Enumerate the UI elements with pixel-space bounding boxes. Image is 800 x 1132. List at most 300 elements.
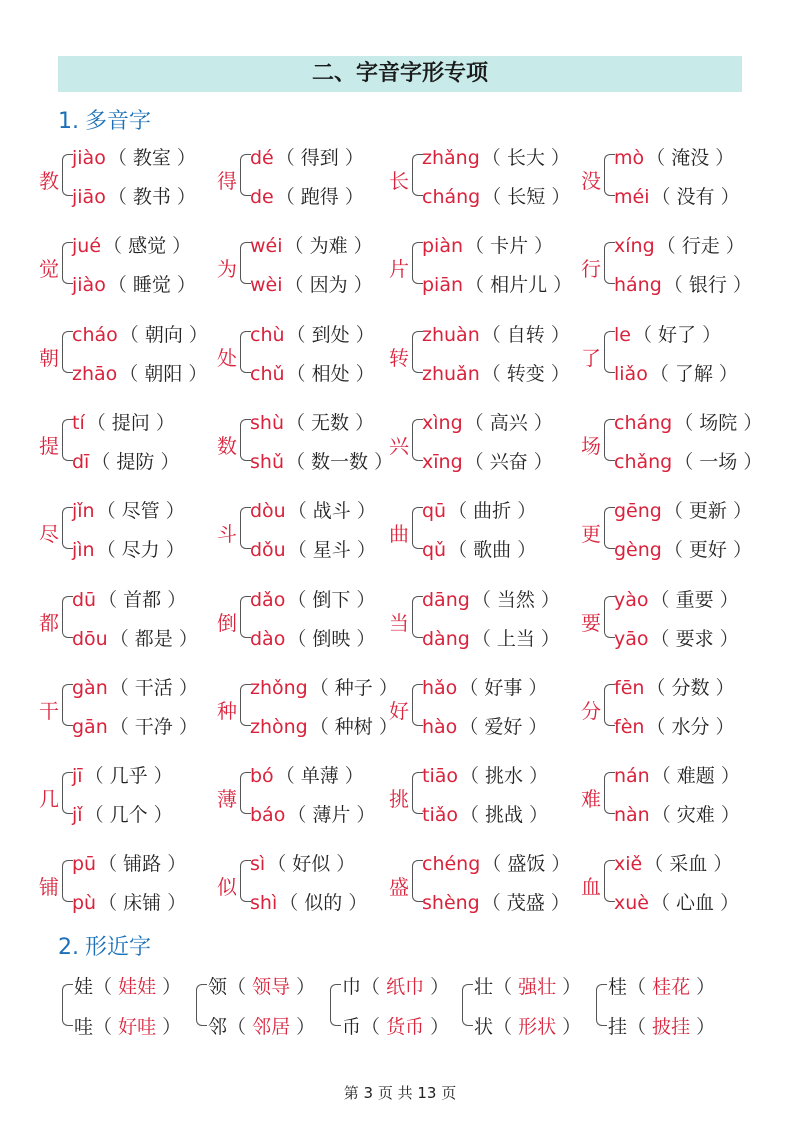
reading-line: xiě （ 采血 ） <box>614 853 733 876</box>
reading-line: zhòng （ 种树 ） <box>250 715 398 738</box>
example-word: 一场 <box>699 450 738 473</box>
example-word: 尽力 <box>121 539 160 562</box>
polyphone-entry <box>389 408 592 496</box>
example-word: 淹没 <box>671 147 710 169</box>
polyphone-char: 行 <box>581 257 601 282</box>
pinyin: qū <box>422 500 447 523</box>
reading-line: jiāo （ 教书 ） <box>72 186 196 208</box>
similar-char-pair <box>196 972 326 1052</box>
polyphone-entry <box>39 496 242 584</box>
example-word: 感觉 <box>128 235 167 258</box>
pinyin: wéi <box>250 235 283 258</box>
example-word: 干活 <box>134 676 173 699</box>
pinyin: chéng <box>422 853 481 876</box>
example-word: 场院 <box>699 411 738 434</box>
pinyin: shù <box>250 411 284 434</box>
example-word: 干净 <box>134 715 173 738</box>
example-word: 领导 <box>252 976 291 998</box>
example-word: 首都 <box>123 588 162 611</box>
example-word: 为难 <box>309 235 348 258</box>
brace <box>596 984 607 1026</box>
polyphone-entry <box>581 320 784 408</box>
section-number: 2. <box>58 935 79 960</box>
reading-line: zhǎng （ 长大 ） <box>422 147 570 169</box>
pinyin: tí <box>72 411 85 434</box>
polyphone-char: 倒 <box>217 610 237 635</box>
pinyin: yào <box>614 588 649 611</box>
reading-line: dàng （ 上当 ） <box>422 627 560 650</box>
pinyin: xìng <box>422 411 463 434</box>
pinyin: fēn <box>614 676 645 699</box>
polyphone-char: 教 <box>39 169 59 193</box>
reading-line: qū （ 曲折 ） <box>422 500 537 523</box>
pinyin: zhuàn <box>422 323 480 346</box>
similar-char-pair <box>330 972 460 1052</box>
pinyin: hào <box>422 715 458 738</box>
polyphone-char: 场 <box>581 433 601 458</box>
example-word: 强壮 <box>518 976 557 998</box>
reading-line: tiǎo （ 挑战 ） <box>422 804 549 827</box>
polyphone-char: 干 <box>39 698 59 723</box>
example-word: 长大 <box>506 147 545 169</box>
example-word: 高兴 <box>489 411 528 434</box>
example-word: 更好 <box>688 539 727 562</box>
polyphone-entry <box>581 231 784 319</box>
pair-line: 娃（ 娃娃 ） <box>74 976 182 998</box>
reading-line: báo （ 薄片 ） <box>250 804 376 827</box>
polyphone-entry <box>389 761 592 849</box>
polyphone-entry <box>389 143 592 231</box>
example-word: 形状 <box>518 1016 557 1038</box>
pinyin: de <box>250 186 274 208</box>
example-word: 桂花 <box>652 976 691 998</box>
pair-line: 哇（ 好哇 ） <box>74 1016 182 1038</box>
example-word: 睡觉 <box>132 274 171 297</box>
pinyin: hǎo <box>422 676 458 699</box>
example-word: 重要 <box>675 588 714 611</box>
example-word: 自转 <box>506 323 545 346</box>
reading-line: tiāo （ 挑水 ） <box>422 765 549 788</box>
polyphone-entry <box>581 673 784 761</box>
polyphone-entry <box>39 231 242 319</box>
pinyin: jìn <box>72 539 95 562</box>
reading-line: qǔ （ 歌曲 ） <box>422 539 537 562</box>
pinyin: dǎo <box>250 588 286 611</box>
pinyin: zhāo <box>72 362 118 385</box>
example-word: 跑得 <box>300 186 339 208</box>
pinyin: chǎng <box>614 450 673 473</box>
reading-line: cháng （ 长短 ） <box>422 186 571 208</box>
example-word: 邻居 <box>252 1016 291 1038</box>
example-word: 货币 <box>386 1016 425 1038</box>
reading-line: hào （ 爱好 ） <box>422 715 548 738</box>
polyphone-char: 了 <box>581 345 601 370</box>
example-word: 因为 <box>309 274 348 297</box>
reading-line: sì （ 好似 ） <box>250 853 356 876</box>
reading-line: dé （ 得到 ） <box>250 147 364 169</box>
polyphone-char: 都 <box>39 610 59 635</box>
polyphone-char: 长 <box>389 169 409 193</box>
example-word: 曲折 <box>473 500 512 523</box>
example-word: 水分 <box>671 715 710 738</box>
polyphone-char: 片 <box>389 257 409 282</box>
example-word: 银行 <box>688 274 727 297</box>
example-word: 要求 <box>675 627 714 650</box>
pinyin: háng <box>614 274 662 297</box>
example-word: 难题 <box>676 765 715 788</box>
example-word: 几乎 <box>109 765 148 788</box>
reading-line: méi （ 没有 ） <box>614 186 740 208</box>
reading-line: dū （ 首都 ） <box>72 588 187 611</box>
example-word: 转变 <box>506 362 545 385</box>
reading-line: de （ 跑得 ） <box>250 186 364 208</box>
pinyin: chǔ <box>250 362 285 385</box>
pair-line: 状（ 形状 ） <box>474 1016 582 1038</box>
brace <box>196 984 207 1026</box>
pinyin: pù <box>72 892 97 915</box>
base-char: 邻 <box>208 1016 228 1038</box>
example-word: 兴奋 <box>489 450 528 473</box>
polyphone-entry <box>581 585 784 673</box>
example-word: 提问 <box>111 411 150 434</box>
polyphone-entry <box>39 585 242 673</box>
similar-char-pair <box>62 972 192 1052</box>
reading-line: háng （ 银行 ） <box>614 274 752 297</box>
example-word: 倒下 <box>312 588 351 611</box>
example-word: 灾难 <box>676 804 715 827</box>
example-word: 纸巾 <box>386 976 425 998</box>
pinyin: nán <box>614 765 650 788</box>
reading-line: dōu （ 都是 ） <box>72 627 198 650</box>
example-word: 好事 <box>484 676 523 699</box>
pinyin: gàn <box>72 676 108 699</box>
example-word: 几个 <box>109 804 148 827</box>
example-word: 得到 <box>300 147 339 169</box>
example-word: 似的 <box>304 892 343 915</box>
reading-line: zhuàn （ 自转 ） <box>422 323 570 346</box>
pinyin: chù <box>250 323 285 346</box>
polyphone-entry <box>389 496 592 584</box>
base-char: 巾 <box>342 976 362 998</box>
reading-line: zhuǎn （ 转变 ） <box>422 362 570 385</box>
reading-line: yào （ 重要 ） <box>614 588 739 611</box>
example-word: 了解 <box>674 362 713 385</box>
example-word: 到处 <box>311 323 350 346</box>
reading-line: zhāo （ 朝阳 ） <box>72 362 208 385</box>
pinyin: jǐn <box>72 500 95 523</box>
pinyin: tiāo <box>422 765 458 788</box>
example-word: 都是 <box>134 627 173 650</box>
example-word: 好了 <box>658 323 697 346</box>
polyphone-entry <box>39 673 242 761</box>
example-word: 心血 <box>676 892 715 915</box>
reading-line: bó （ 单薄 ） <box>250 765 364 788</box>
example-word: 采血 <box>669 853 708 876</box>
pinyin: nàn <box>614 804 650 827</box>
pinyin: sì <box>250 853 266 876</box>
reading-line: dǎo （ 倒下 ） <box>250 588 376 611</box>
example-word: 朝阳 <box>144 362 183 385</box>
pinyin: qǔ <box>422 539 447 562</box>
base-char: 币 <box>342 1016 362 1038</box>
section-heading-similar <box>58 930 151 961</box>
polyphone-entry <box>389 849 592 937</box>
polyphone-char: 当 <box>389 610 409 635</box>
pinyin: yāo <box>614 627 649 650</box>
polyphone-entry <box>39 761 242 849</box>
example-word: 尽管 <box>121 500 160 523</box>
reading-line: shì （ 似的 ） <box>250 892 368 915</box>
polyphone-char: 盛 <box>389 875 409 900</box>
reading-line: le （ 好了 ） <box>614 323 722 346</box>
polyphone-char: 似 <box>217 875 237 900</box>
polyphone-char: 兴 <box>389 433 409 458</box>
pinyin: xīng <box>422 450 463 473</box>
example-word: 单薄 <box>300 765 339 788</box>
polyphone-char: 要 <box>581 610 601 635</box>
example-word: 朝向 <box>144 323 183 346</box>
example-word: 好哇 <box>118 1016 157 1038</box>
example-word: 教书 <box>132 186 171 208</box>
pinyin: gēng <box>614 500 662 523</box>
pinyin: shèng <box>422 892 480 915</box>
brace <box>330 984 341 1026</box>
reading-line: nàn （ 灾难 ） <box>614 804 740 827</box>
pinyin: piān <box>422 274 464 297</box>
reading-line: jué （ 感觉 ） <box>72 235 192 258</box>
reading-line: gèng （ 更好 ） <box>614 539 752 562</box>
polyphone-entry <box>581 849 784 937</box>
example-word: 更新 <box>688 500 727 523</box>
reading-line: gēng （ 更新 ） <box>614 500 752 523</box>
example-word: 娃娃 <box>118 976 157 998</box>
reading-line: fèn （ 水分 ） <box>614 715 735 738</box>
reading-line: dǒu （ 星斗 ） <box>250 539 376 562</box>
reading-line: dāng （ 当然 ） <box>422 588 560 611</box>
reading-line: shèng （ 茂盛 ） <box>422 892 570 915</box>
example-word: 战斗 <box>312 500 351 523</box>
pinyin: dào <box>250 627 286 650</box>
pinyin: jǐ <box>72 804 83 827</box>
polyphone-entry <box>389 231 592 319</box>
section-label: 多音字 <box>85 109 152 134</box>
reading-line: jī （ 几乎 ） <box>72 765 173 788</box>
example-word: 薄片 <box>312 804 351 827</box>
polyphone-char: 提 <box>39 433 59 458</box>
reading-line: shù （ 无数 ） <box>250 411 375 434</box>
pinyin: mò <box>614 147 645 169</box>
pair-line: 领（ 领导 ） <box>208 976 316 998</box>
pinyin: jiào <box>72 147 106 169</box>
reading-line: yāo （ 要求 ） <box>614 627 739 650</box>
pinyin: liǎo <box>614 362 648 385</box>
polyphone-char: 斗 <box>217 522 237 547</box>
pinyin: xíng <box>614 235 655 258</box>
polyphone-entry <box>581 761 784 849</box>
pinyin: shì <box>250 892 278 915</box>
polyphone-entry <box>581 408 784 496</box>
pinyin: jiāo <box>72 186 106 208</box>
polyphone-char: 数 <box>217 433 237 458</box>
example-word: 相处 <box>311 362 350 385</box>
polyphone-entry <box>39 320 242 408</box>
example-word: 卡片 <box>490 235 529 258</box>
reading-line: tí （ 提问 ） <box>72 411 175 434</box>
pinyin: fèn <box>614 715 645 738</box>
pair-line: 邻（ 邻居 ） <box>208 1016 316 1038</box>
reading-line: xuè （ 心血 ） <box>614 892 740 915</box>
section-number: 1. <box>58 109 79 134</box>
reading-line: xīng （ 兴奋 ） <box>422 450 553 473</box>
pinyin: pū <box>72 853 97 876</box>
polyphone-char: 更 <box>581 522 601 547</box>
base-char: 娃 <box>74 976 94 998</box>
page-title: 二、字音字形专项 <box>58 56 742 92</box>
polyphone-char: 挑 <box>389 787 409 812</box>
pinyin: jī <box>72 765 83 788</box>
polyphone-entry <box>581 143 784 231</box>
pair-line: 桂（ 桂花 ） <box>608 976 716 998</box>
reading-line: xíng （ 行走 ） <box>614 235 745 258</box>
pinyin: zhǎng <box>422 147 480 169</box>
reading-line: jìn （ 尽力 ） <box>72 539 185 562</box>
reading-line: gān （ 干净 ） <box>72 715 198 738</box>
reading-line: dī （ 提防 ） <box>72 450 180 473</box>
polyphone-char: 得 <box>217 169 237 193</box>
pinyin: cháo <box>72 323 118 346</box>
pinyin: jiào <box>72 274 106 297</box>
base-char: 状 <box>474 1016 494 1038</box>
example-word: 数一数 <box>311 450 369 473</box>
reading-line: jǐ （ 几个 ） <box>72 804 173 827</box>
brace <box>462 984 473 1026</box>
polyphone-char: 转 <box>389 345 409 370</box>
pinyin: méi <box>614 186 650 208</box>
pinyin: cháng <box>614 411 673 434</box>
polyphone-entry <box>39 408 242 496</box>
section-heading-polyphones <box>58 104 151 135</box>
pinyin: dòu <box>250 500 286 523</box>
polyphone-char: 曲 <box>389 522 409 547</box>
example-word: 歌曲 <box>473 539 512 562</box>
similar-char-pair <box>462 972 592 1052</box>
base-char: 桂 <box>608 976 628 998</box>
reading-line: liǎo （ 了解 ） <box>614 362 738 385</box>
reading-line: pū （ 铺路 ） <box>72 853 187 876</box>
pinyin: dǒu <box>250 539 286 562</box>
pinyin: báo <box>250 804 286 827</box>
polyphone-char: 铺 <box>39 875 59 900</box>
pinyin: cháng <box>422 186 481 208</box>
polyphone-char: 分 <box>581 698 601 723</box>
polyphone-char: 为 <box>217 257 237 282</box>
reading-line: piàn （ 卡片 ） <box>422 235 554 258</box>
example-word: 种子 <box>334 676 373 699</box>
example-word: 当然 <box>496 588 535 611</box>
example-word: 床铺 <box>123 892 162 915</box>
pinyin: bó <box>250 765 274 788</box>
base-char: 哇 <box>74 1016 94 1038</box>
example-word: 分数 <box>671 676 710 699</box>
reading-line: wèi （ 因为 ） <box>250 274 373 297</box>
polyphone-char: 尽 <box>39 522 59 547</box>
reading-line: jiào （ 教室 ） <box>72 147 196 169</box>
reading-line: zhǒng （ 种子 ） <box>250 676 398 699</box>
reading-line: wéi （ 为难 ） <box>250 235 373 258</box>
example-word: 教室 <box>132 147 171 169</box>
polyphone-char: 朝 <box>39 345 59 370</box>
reading-line: piān （ 相片儿 ） <box>422 274 573 297</box>
example-word: 提防 <box>116 450 155 473</box>
pinyin: tiǎo <box>422 804 458 827</box>
brace <box>62 984 73 1026</box>
reading-line: nán （ 难题 ） <box>614 765 740 788</box>
example-word: 好似 <box>292 853 331 876</box>
pinyin: wèi <box>250 274 283 297</box>
polyphone-char: 处 <box>217 345 237 370</box>
reading-line: fēn （ 分数 ） <box>614 676 735 699</box>
example-word: 没有 <box>676 186 715 208</box>
pinyin: xuè <box>614 892 649 915</box>
reading-line: shǔ （ 数一数 ） <box>250 450 394 473</box>
reading-line: hǎo （ 好事 ） <box>422 676 548 699</box>
reading-line: cháng （ 场院 ） <box>614 411 763 434</box>
polyphone-entry <box>39 143 242 231</box>
example-word: 倒映 <box>312 627 351 650</box>
pinyin: zhǒng <box>250 676 308 699</box>
example-word: 长短 <box>507 186 546 208</box>
polyphone-char: 觉 <box>39 257 59 282</box>
example-word: 茂盛 <box>506 892 545 915</box>
section-label: 形近字 <box>85 935 152 960</box>
pair-line: 币（ 货币 ） <box>342 1016 450 1038</box>
example-word: 爱好 <box>484 715 523 738</box>
pinyin: xiě <box>614 853 643 876</box>
reading-line: chéng （ 盛饭 ） <box>422 853 571 876</box>
reading-line: dào （ 倒映 ） <box>250 627 376 650</box>
example-word: 上当 <box>496 627 535 650</box>
pair-line: 巾（ 纸巾 ） <box>342 976 450 998</box>
reading-line: pù （ 床铺 ） <box>72 892 187 915</box>
reading-line: xìng （ 高兴 ） <box>422 411 553 434</box>
polyphone-char: 好 <box>389 698 409 723</box>
polyphone-entry <box>389 673 592 761</box>
polyphone-char: 血 <box>581 875 601 900</box>
pinyin: dàng <box>422 627 470 650</box>
polyphone-entry <box>581 496 784 584</box>
pinyin: jué <box>72 235 102 258</box>
pair-line: 壮（ 强壮 ） <box>474 976 582 998</box>
reading-line: gàn （ 干活 ） <box>72 676 198 699</box>
pinyin: dī <box>72 450 90 473</box>
example-word: 行走 <box>681 235 720 258</box>
pinyin: shǔ <box>250 450 284 473</box>
pair-line: 挂（ 披挂 ） <box>608 1016 716 1038</box>
polyphone-char: 几 <box>39 787 59 812</box>
pinyin: piàn <box>422 235 464 258</box>
polyphone-entry <box>39 849 242 937</box>
pinyin: gān <box>72 715 108 738</box>
reading-line: chù （ 到处 ） <box>250 323 375 346</box>
pinyin: dōu <box>72 627 108 650</box>
similar-char-pair <box>596 972 726 1052</box>
polyphone-char: 薄 <box>217 787 237 812</box>
example-word: 盛饭 <box>507 853 546 876</box>
reading-line: jiào （ 睡觉 ） <box>72 274 196 297</box>
base-char: 挂 <box>608 1016 628 1038</box>
polyphone-char: 难 <box>581 787 601 812</box>
example-word: 无数 <box>311 411 350 434</box>
